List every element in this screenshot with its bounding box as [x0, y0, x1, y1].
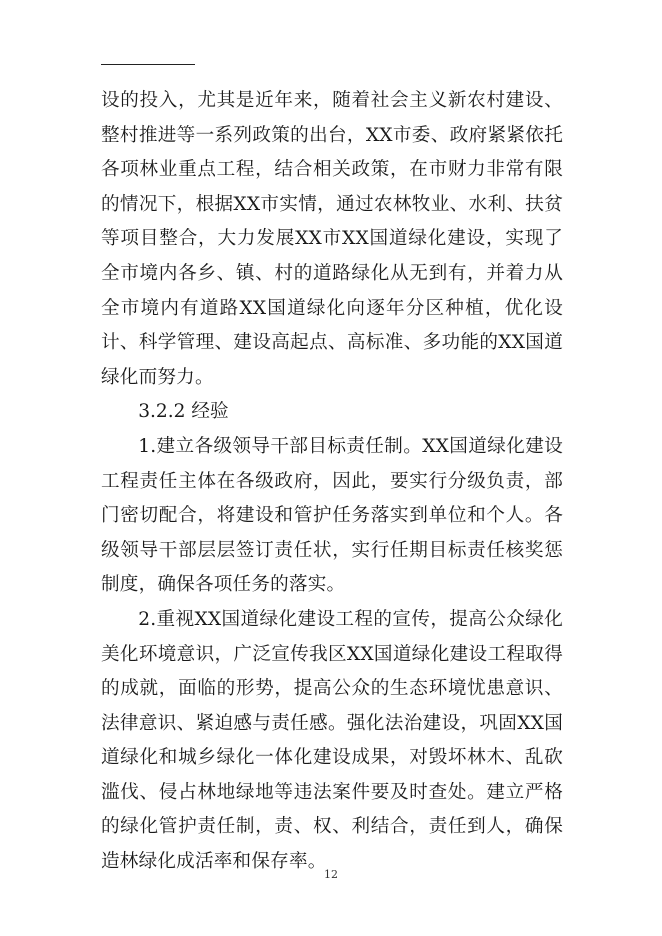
section-heading: 3.2.2 经验: [138, 401, 229, 423]
paragraph-item-1: 1.建立各级领导干部目标责任制。XX国道绿化建设工程责任主体在各级政府，因此，要实行分级负责，部门密切配合，将建设和管护任务落实到单位和个人。各级领导干部层层签订责任状，实行任期目标责任核奖惩制度，确保各项任务的落实。: [101, 435, 563, 596]
paragraph-continuation: 设的投入，尤其是近年来，随着社会主义新农村建设、整村推进等一系列政策的出台，XX市委、政府紧紧依托各项林业重点工程，结合相关政策，在市财力非常有限的情况下，根据XX市实情，通过农林牧业、水利、扶贫等项目整合，大力发展XX市XX国道绿化建设，实现了全市境内各乡、镇、村的道路绿化从无到有，并着力从全市境内有道路XX国道绿化向逐年分区种植，优化设计、科学管理、建设高起点、高标准、多功能的XX国道绿化而努力。: [101, 90, 563, 388]
page-number: 12: [324, 868, 338, 881]
document-body: [101, 84, 563, 880]
paragraph-item-2: 2.重视XX国道绿化建设工程的宣传，提高公众绿化美化环境意识，广泛宣传我区XX国道绿化建设工程取得的成就，面临的形势，提高公众的生态环境忧患意识、法律意识、紧迫感与责任感。强化法治建设，巩固XX国道绿化和城乡绿化一体化建设成果，对毁坏林木、乱砍滥伐、侵占林地绿地等违法案件要及时查处。建立严格的绿化管护责任制，责、权、利结合，责任到人，确保造林绿化成活率和保存率。: [101, 608, 563, 873]
footnote-separator-rule: [101, 64, 195, 65]
